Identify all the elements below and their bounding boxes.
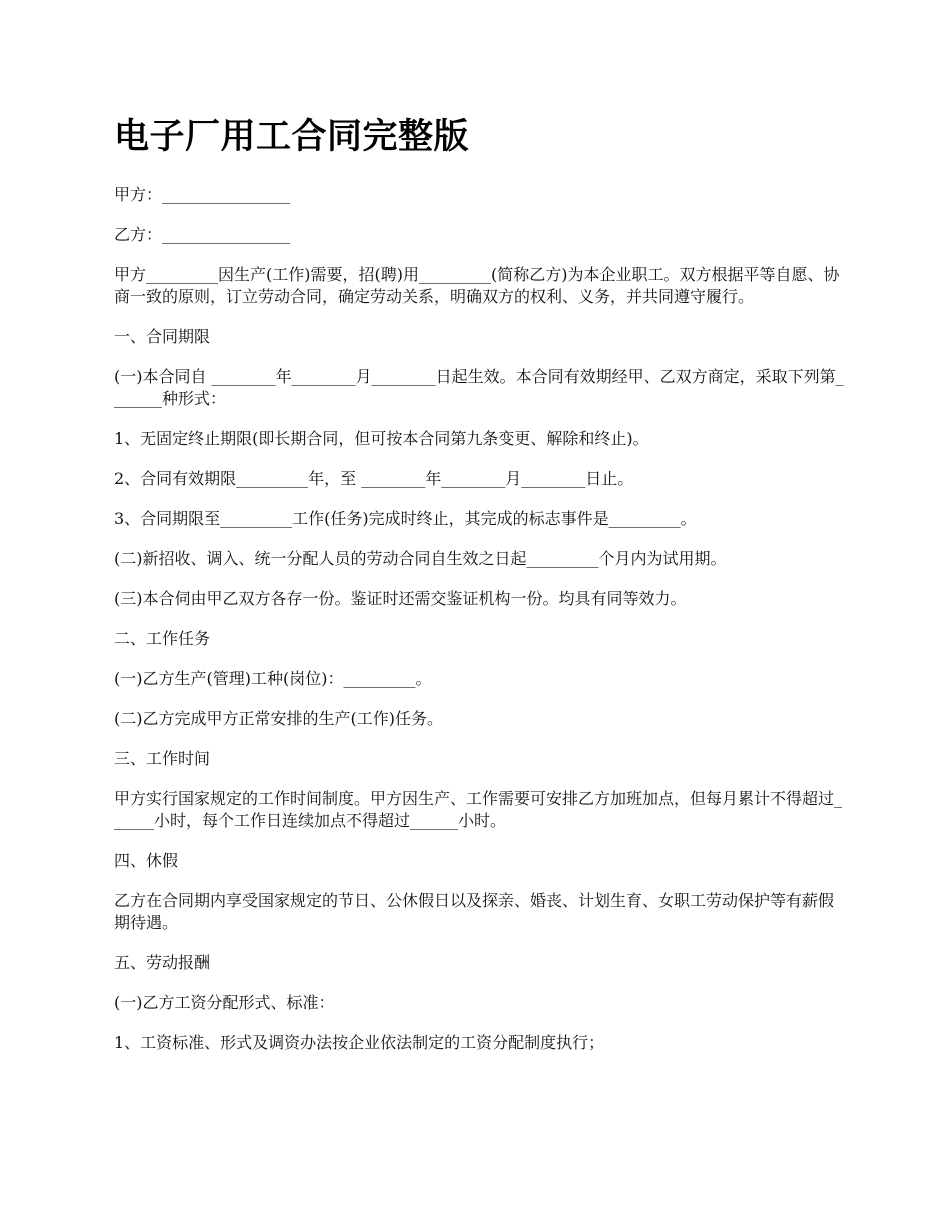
clause-paragraph: (一)乙方生产(管理)工种(岗位)：_________。 (114, 669, 432, 688)
document-title: 电子厂用工合同完整版 (114, 117, 470, 157)
party-a-line: 甲方：________________ (114, 185, 291, 204)
clause-paragraph: (三)本合伺由甲乙双方各存一份。鉴证时还需交鉴证机构一份。均具有同等效力。 (114, 589, 687, 608)
section-heading-remuneration: 五、劳动报酬 (114, 953, 211, 972)
clause-paragraph: (一)乙方工资分配形式、标准： (114, 993, 335, 1012)
party-b-line: 乙方：________________ (114, 225, 291, 244)
clause-paragraph: (二)新招收、调入、统一分配人员的劳动合同自生效之日起_________个月内为试用期。 (114, 549, 727, 568)
clause-paragraph: 3、合同期限至_________工作(任务)完成时终止，其完成的标志事件是_________。 (114, 509, 697, 528)
clause-paragraph: 1、无固定终止期限(即长期合同，但可按本合同第九条变更、解除和终止)。 (114, 429, 649, 448)
section-heading-leave: 四、休假 (114, 851, 179, 870)
clause-paragraph: (一)本合同自 ________年________月________日起生效。本合同有效期经甲、乙双方商定，采取下列第_______种形式： (114, 367, 844, 408)
clause-paragraph: 2、合同有效期限_________年，至 ________年________月________日止。 (114, 469, 634, 488)
section-heading-work-tasks: 二、工作任务 (114, 629, 211, 648)
preamble-paragraph: 甲方_________因生产(工作)需要，招(聘)用_________(简称乙方)为本企业职工。双方根据平等自愿、协商一致的原则，订立劳动合同，确定劳动关系，明确双方的权利、义务，并共同遵守履行。 (114, 265, 840, 306)
section-heading-working-hours: 三、工作时间 (114, 749, 211, 768)
clause-paragraph: 甲方实行国家规定的工作时间制度。甲方因生产、工作需要可安排乙方加班加点，但每月累计不得超过______小时，每个工作日连续加点不得超过______小时。 (114, 789, 843, 830)
section-heading-contract-term: 一、合同期限 (114, 327, 211, 346)
document-page (114, 108, 844, 1072)
clause-paragraph: 1、工资标准、形式及调资办法按企业依法制定的工资分配制度执行； (114, 1033, 605, 1052)
clause-paragraph: 乙方在合同期内享受国家规定的节日、公休假日以及探亲、婚丧、计划生育、女职工劳动保护等有薪假期待遇。 (114, 891, 835, 932)
clause-paragraph: (二)乙方完成甲方正常安排的生产(工作)任务。 (114, 709, 443, 728)
